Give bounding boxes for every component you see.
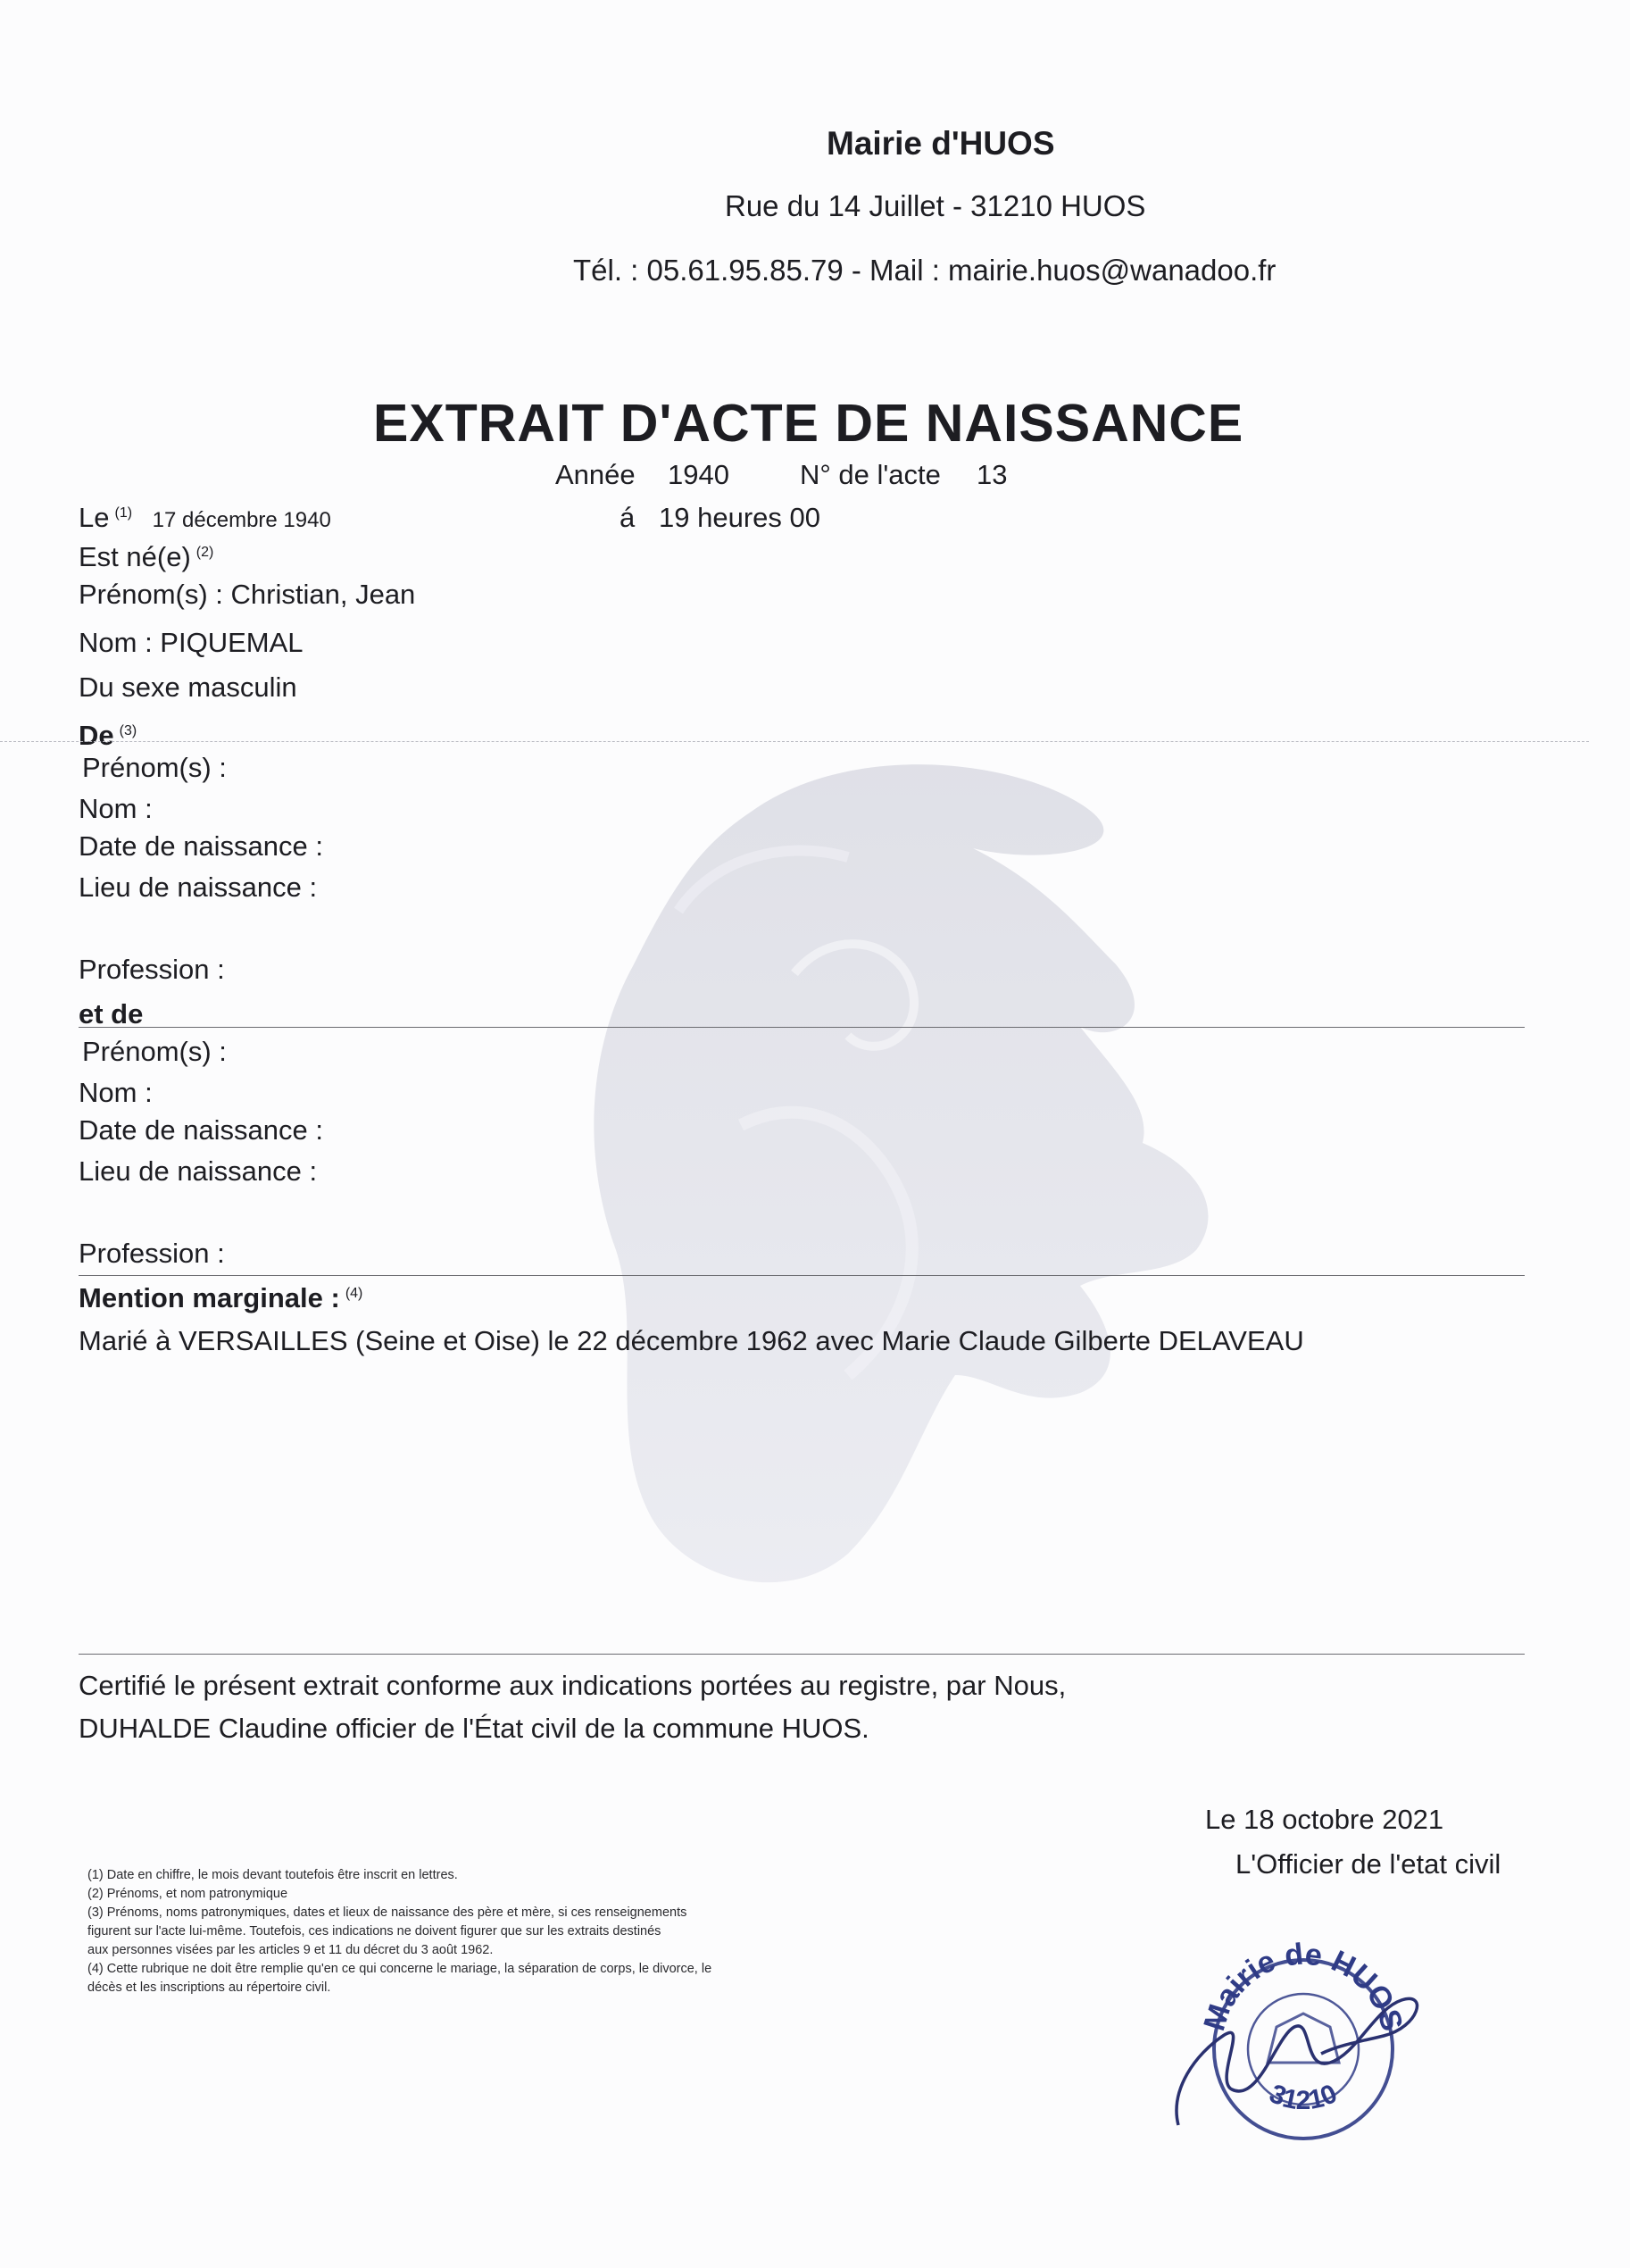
father-heading-text: De xyxy=(79,720,114,751)
child-nom: Nom : PIQUEMAL xyxy=(79,627,304,658)
birth-date: 17 décembre 1940 xyxy=(152,508,331,532)
acte-number-value: 13 xyxy=(977,459,1008,490)
le-label-text: Le xyxy=(79,502,110,533)
certification-line-1: Certifié le présent extrait conforme aux indications portées au registre, par Nous, xyxy=(79,1670,1067,1701)
mairie-address: Rue du 14 Juillet - 31210 HUOS xyxy=(725,189,1146,222)
footnotes xyxy=(87,1866,711,1997)
child-prenoms: Prénom(s) : Christian, Jean xyxy=(79,579,416,610)
est-ne-label xyxy=(79,541,213,573)
child-sexe: Du sexe masculin xyxy=(79,671,297,703)
mother-heading: et de xyxy=(79,998,144,1030)
footnote-ref-2: (2) xyxy=(195,544,214,560)
est-ne-text: Est né(e) xyxy=(79,541,191,572)
footnote-4-cont: décès et les inscriptions au répertoire civil. xyxy=(87,1980,331,1995)
stamp-bottom-text: 31210 xyxy=(1265,2079,1342,2116)
acte-number-label: N° de l'acte xyxy=(800,459,941,490)
footnote-3-cont-1: figurent sur l'acte lui-même. Toutefois, ces indications ne doivent figurer que sur les extraits destinés xyxy=(87,1924,661,1939)
official-stamp xyxy=(1160,1929,1446,2143)
stamp-top-text: Mairie de HUOS xyxy=(1197,1937,1410,2035)
mother-profession-label: Profession : xyxy=(79,1238,225,1269)
father-prenoms-label: Prénom(s) : xyxy=(82,752,227,783)
footnote-3-cont-2: aux personnes visées par les articles 9 et 11 du décret du 3 août 1962. xyxy=(87,1943,494,1957)
father-nom-label: Nom : xyxy=(79,793,153,824)
certification-separator xyxy=(79,1654,1525,1655)
father-profession-label: Profession : xyxy=(79,954,225,985)
mother-date-label: Date de naissance : xyxy=(79,1114,324,1146)
mairie-contact: Tél. : 05.61.95.85.79 - Mail : mairie.huos@wanadoo.fr xyxy=(573,254,1277,287)
signature-date: Le 18 octobre 2021 xyxy=(1205,1804,1444,1835)
father-heading xyxy=(79,720,137,752)
mother-lieu-label: Lieu de naissance : xyxy=(79,1155,318,1187)
footnote-2: (2) Prénoms, et nom patronymique xyxy=(87,1887,288,1901)
mother-nom-label: Nom : xyxy=(79,1077,153,1108)
mention-text: Marié à VERSAILLES (Seine et Oise) le 22 décembre 1962 avec Marie Claude Gilberte DELAVEAU xyxy=(79,1325,1304,1356)
heure-value: 19 heures 00 xyxy=(659,502,820,533)
mairie-name: Mairie d'HUOS xyxy=(827,125,1055,162)
mention-label-text: Mention marginale : xyxy=(79,1282,340,1313)
footnote-4: (4) Cette rubrique ne doit être remplie qu'en ce qui concerne le mariage, la séparation de corps, le divorce, le xyxy=(87,1962,712,1976)
footnote-ref-1: (1) xyxy=(114,504,133,521)
heure-prefix: á xyxy=(620,502,636,533)
mother-separator xyxy=(79,1027,1525,1028)
father-lieu-label: Lieu de naissance : xyxy=(79,871,318,903)
document-title: EXTRAIT D'ACTE DE NAISSANCE xyxy=(373,394,1244,453)
mother-prenoms-label: Prénom(s) : xyxy=(82,1036,227,1067)
father-date-label: Date de naissance : xyxy=(79,830,324,862)
mention-separator xyxy=(79,1275,1525,1276)
footnote-1: (1) Date en chiffre, le mois devant toutefois être inscrit en lettres. xyxy=(87,1868,458,1882)
certification-line-2: DUHALDE Claudine officier de l'État civil de la commune HUOS. xyxy=(79,1713,869,1744)
annee-value: 1940 xyxy=(668,459,729,490)
fold-line xyxy=(0,741,1589,742)
footnote-ref-4: (4) xyxy=(345,1285,363,1301)
footnote-ref-3: (3) xyxy=(119,722,137,738)
le-label xyxy=(79,502,331,534)
signature-title: L'Officier de l'etat civil xyxy=(1235,1848,1501,1880)
footnote-3: (3) Prénoms, noms patronymiques, dates et lieux de naissance des père et mère, si ces renseignements xyxy=(87,1905,687,1920)
marianne-watermark xyxy=(580,750,1259,1598)
mention-label xyxy=(79,1282,362,1314)
annee-label: Année xyxy=(555,459,636,490)
